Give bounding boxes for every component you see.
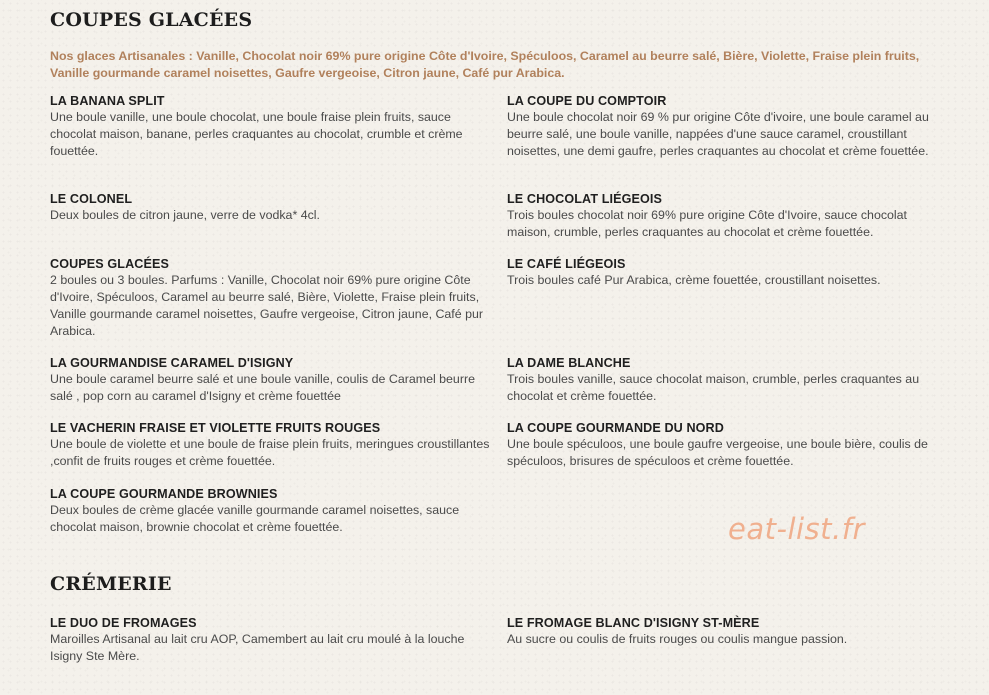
menu-item-name: LA DAME BLANCHE: [507, 356, 631, 370]
menu-item-name: LE VACHERIN FRAISE ET VIOLETTE FRUITS ROUGES: [50, 421, 381, 435]
menu-item-fromage-blanc: [507, 615, 947, 648]
menu-item-chocolat-liegeois: [507, 191, 947, 241]
section-title-coupes-glacees: COUPES GLACÉES: [50, 9, 253, 31]
menu-item-name: LE CAFÉ LIÉGEOIS: [507, 257, 626, 271]
menu-item-name: LA GOURMANDISE CARAMEL D'ISIGNY: [50, 356, 294, 370]
menu-item-name: LA COUPE DU COMPTOIR: [507, 94, 667, 108]
menu-item-description: Une boule vanille, une boule chocolat, une boule fraise plein fruits, sauce chocolat maison, banane, perles craquantes au chocolat, crumble et crème fouettée.: [50, 110, 463, 158]
menu-item-description: Une boule caramel beurre salé et une boule vanille, coulis de Caramel beurre salé , pop corn au caramel d'Isigny et crème fouettée: [50, 372, 475, 403]
menu-item-description: Deux boules de crème glacée vanille gourmande caramel noisettes, sauce chocolat maison, brownie chocolat et crème fouettée.: [50, 503, 460, 534]
menu-item-name: LA BANANA SPLIT: [50, 94, 165, 108]
menu-item-coupe-gourmande-nord: [507, 420, 947, 470]
menu-item-coupe-du-comptoir: [507, 93, 947, 160]
menu-item-cafe-liegeois: [507, 256, 947, 289]
menu-item-description: Une boule spéculoos, une boule gaufre vergeoise, une boule bière, coulis de spéculoos, brisures de spéculoos et crème fouettée.: [507, 437, 928, 468]
menu-item-name: LE FROMAGE BLANC D'ISIGNY ST-MÈRE: [507, 616, 760, 630]
watermark-text: eat-list.fr: [728, 512, 865, 546]
menu-item-banana-split: [50, 93, 490, 160]
menu-item-description: Trois boules chocolat noir 69% pure origine Côte d'Ivoire, sauce chocolat maison, crumble, perles craquantes au chocolat et crème fouettée.: [507, 208, 908, 239]
menu-item-description: Une boule de violette et une boule de fraise plein fruits, meringues croustillantes ,confit de fruits rouges et crème fouettée.: [50, 437, 490, 468]
menu-item-description: Deux boules de citron jaune, verre de vodka* 4cl.: [50, 208, 320, 222]
menu-item-description: Trois boules café Pur Arabica, crème fouettée, croustillant noisettes.: [507, 273, 881, 287]
menu-item-vacherin: [50, 420, 490, 470]
menu-item-description: Maroilles Artisanal au lait cru AOP, Camembert au lait cru moulé à la louche Isigny Ste Mère.: [50, 632, 465, 663]
menu-item-name: LA COUPE GOURMANDE BROWNIES: [50, 487, 278, 501]
menu-item-description: Au sucre ou coulis de fruits rouges ou coulis mangue passion.: [507, 632, 848, 646]
menu-item-coupe-brownies: [50, 486, 490, 536]
menu-item-name: LE COLONEL: [50, 192, 133, 206]
menu-item-name: LE CHOCOLAT LIÉGEOIS: [507, 192, 662, 206]
menu-item-dame-blanche: [507, 355, 947, 405]
menu-item-description: Une boule chocolat noir 69 % pur origine Côte d'ivoire, une boule caramel au beurre salé, une boule vanille, nappées d'une sauce caramel, croustillant noisettes, une demi gaufre, perles craquantes au chocolat et crème fouettée.: [507, 110, 929, 158]
menu-item-name: LE DUO DE FROMAGES: [50, 616, 197, 630]
menu-item-coupes-glacees: [50, 256, 490, 340]
menu-item-description: Trois boules vanille, sauce chocolat maison, crumble, perles craquantes au chocolat et crème fouettée.: [507, 372, 920, 403]
section-title-cremerie: CRÉMERIE: [50, 573, 172, 595]
menu-item-gourmandise-caramel: [50, 355, 490, 405]
menu-item-le-colonel: [50, 191, 490, 224]
menu-item-description: 2 boules ou 3 boules. Parfums : Vanille, Chocolat noir 69% pure origine Côte d'Ivoire, Spéculoos, Caramel au beurre salé, Bière, Violette, Fraise plein fruits, Vanille gourmande caramel noisettes, Gaufre vergeoise, Citron jaune, Café pur Arabica.: [50, 273, 483, 338]
section-intro-glaces: Nos glaces Artisanales : Vanille, Chocolat noir 69% pure origine Côte d'Ivoire, Spéculoos, Caramel au beurre salé, Bière, Violette, Fraise plein fruits, Vanille gourmande caramel noisettes, Gaufre vergeoise, Citron jaune, Café pur Arabica.: [50, 49, 920, 80]
menu-item-duo-fromages: [50, 615, 490, 665]
menu-item-name: COUPES GLACÉES: [50, 257, 169, 271]
menu-item-name: LA COUPE GOURMANDE DU NORD: [507, 421, 724, 435]
